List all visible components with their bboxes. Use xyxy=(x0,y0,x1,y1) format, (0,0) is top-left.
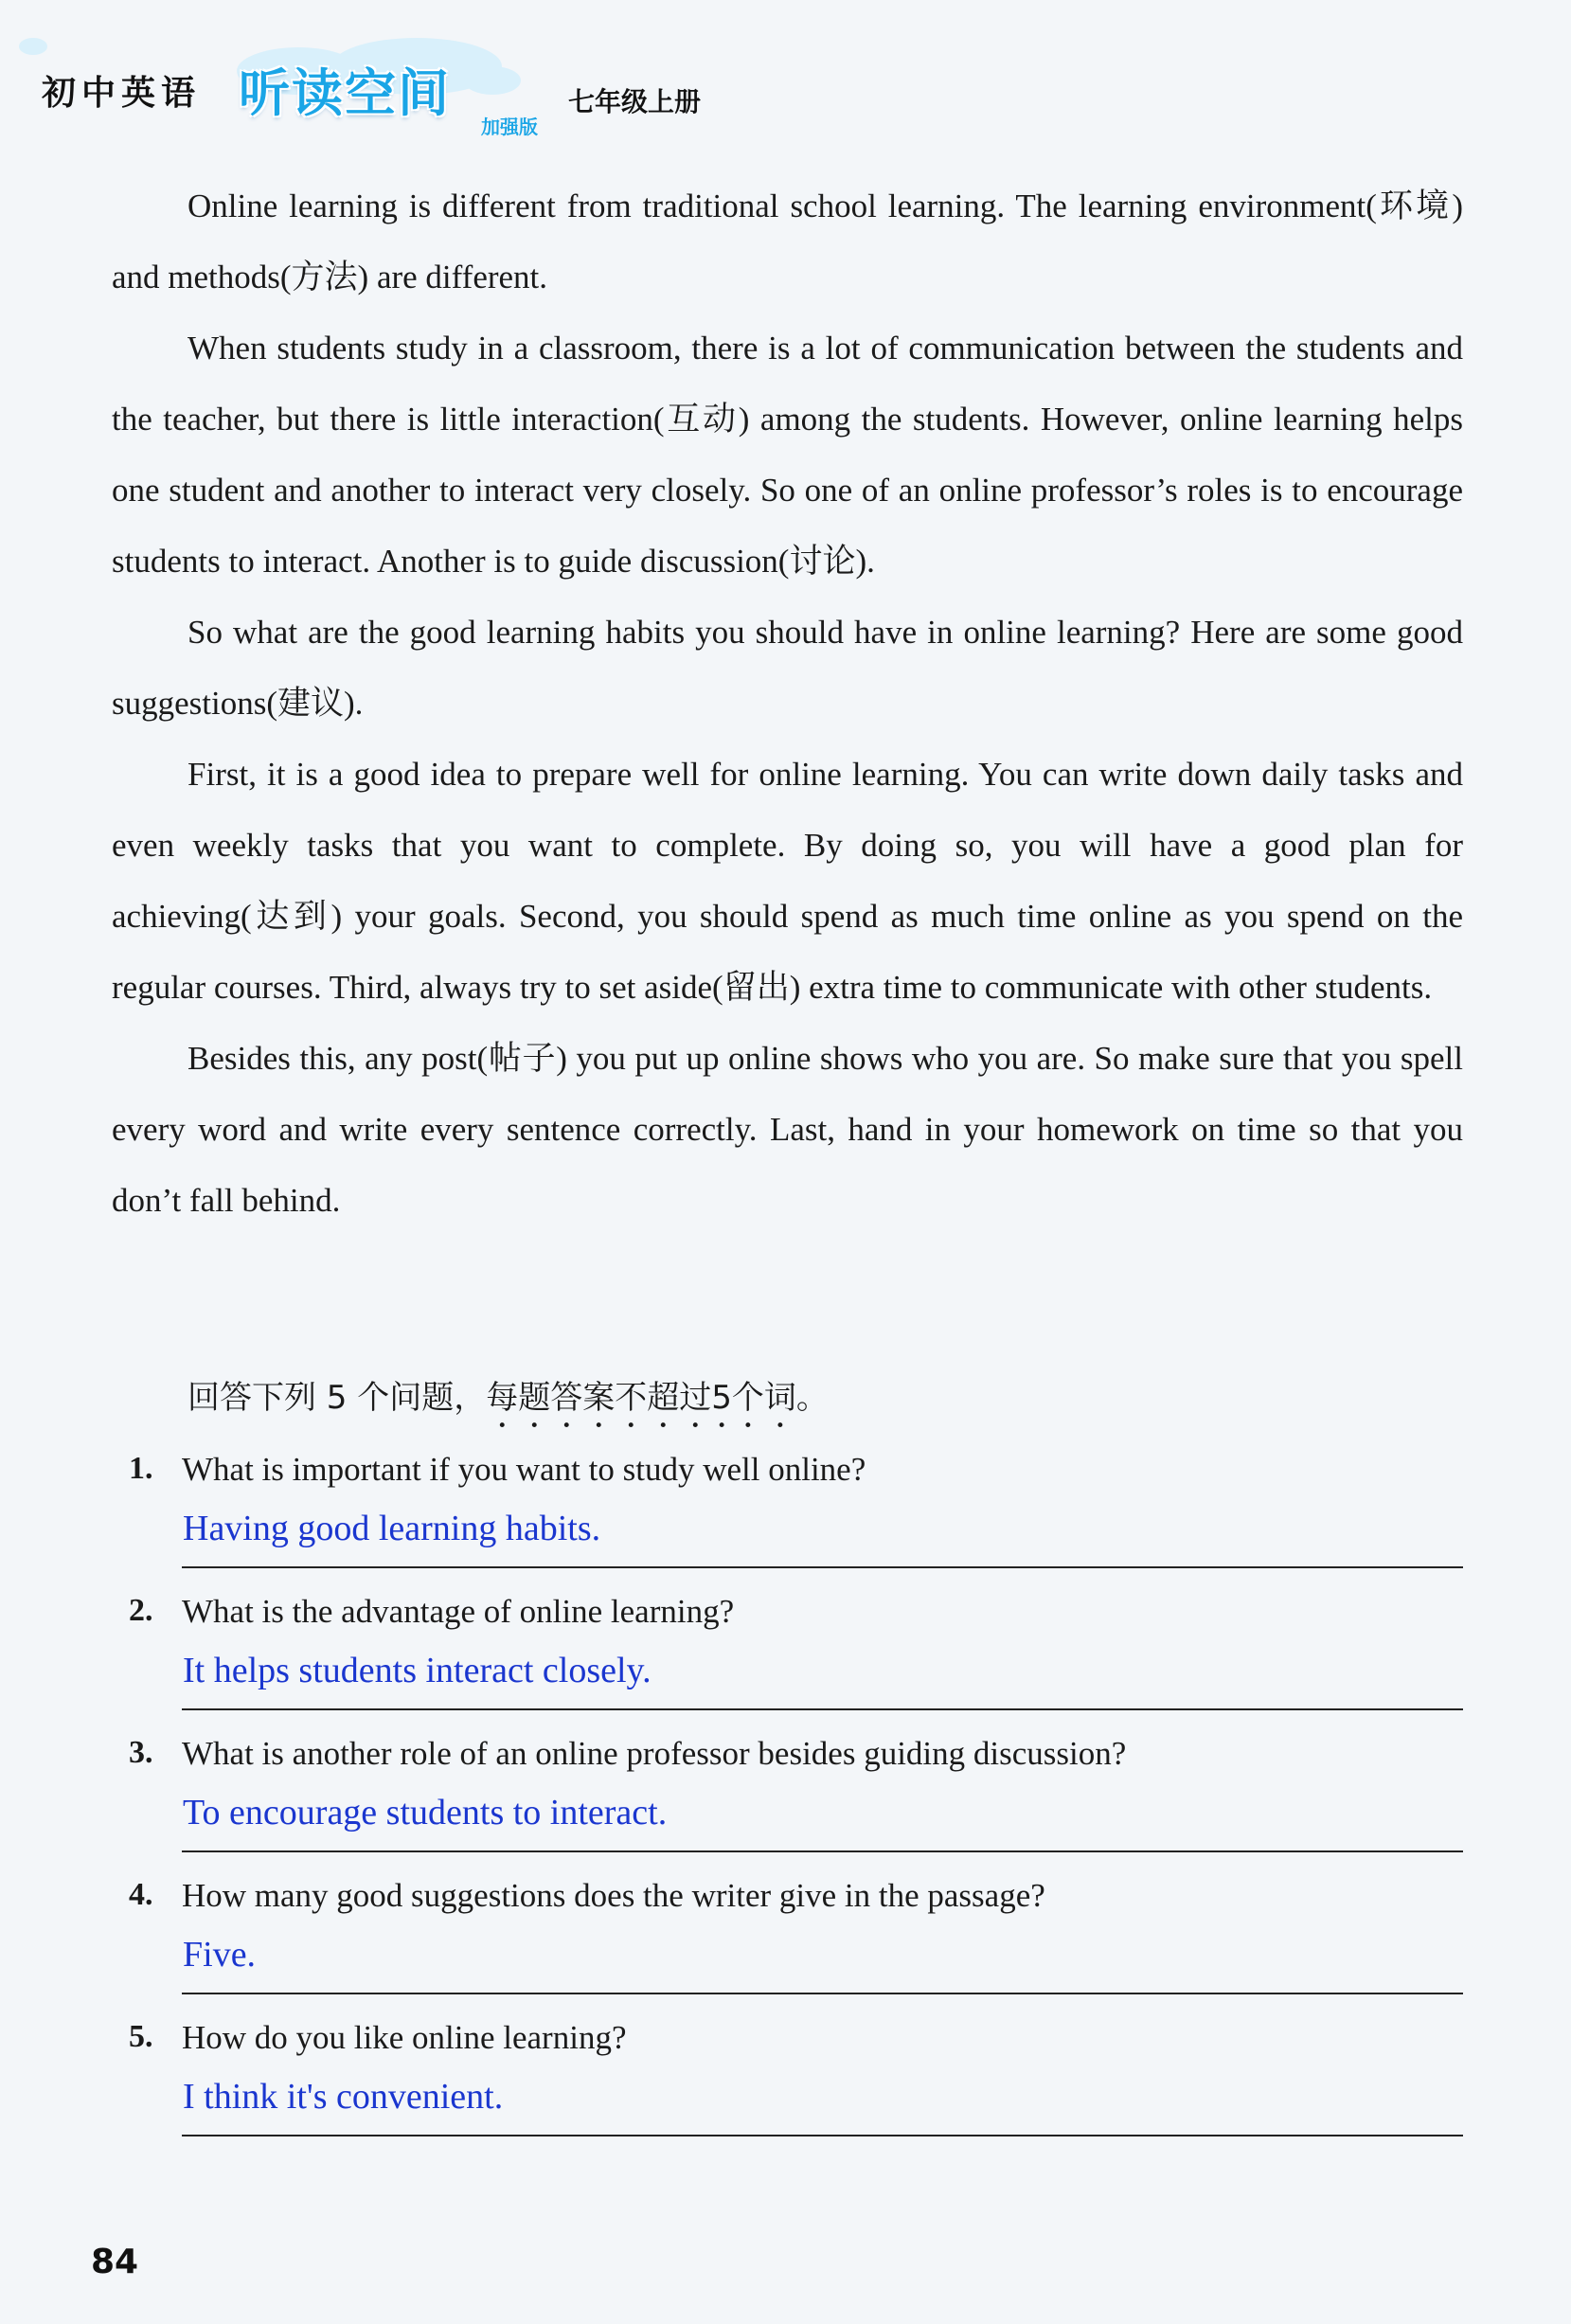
answer-text: Five. xyxy=(183,1935,257,1975)
question-text: What is important if you want to study well online? xyxy=(182,1451,866,1488)
series-title: 初中英语 xyxy=(42,74,202,113)
answer-line xyxy=(182,2135,1463,2136)
question-number: 1. xyxy=(129,1451,153,1486)
answer-text: It helps students interact closely. xyxy=(183,1651,652,1690)
page-number: 84 xyxy=(91,2243,139,2281)
answer-line xyxy=(182,1850,1463,1852)
question-number: 5. xyxy=(129,2019,153,2054)
brand-title: 听读空间 xyxy=(239,63,451,123)
question-item xyxy=(123,1735,1463,1877)
question-text: How do you like online learning? xyxy=(182,2019,627,2056)
question-number: 4. xyxy=(129,1877,153,1912)
answer-text: I think it's convenient. xyxy=(183,2077,504,2117)
passage-paragraph: Online learning is different from traditional school learning. The learning environment(环境) and methods(方法) are different. xyxy=(112,188,1463,295)
cloud-decoration xyxy=(19,38,47,55)
instruction-emphasis: 每题答案不超过5个词 xyxy=(486,1379,796,1417)
question-text: How many good suggestions does the writer give in the passage? xyxy=(182,1877,1045,1914)
question-item xyxy=(123,1593,1463,1735)
passage-paragraph: When students study in a classroom, there is a lot of communication between the students and the teacher, but there is little interaction(互动) among the students. However, online learning helps one student and another to interact very closely. So one of an online professor’s roles is to encourage students to interact. Another is to guide discussion(讨论). xyxy=(112,330,1463,580)
passage-paragraph: So what are the good learning habits you should have in online learning? Here are some good suggestions(建议). xyxy=(112,614,1463,722)
passage-paragraph: Besides this, any post(帖子) you put up online shows who you are. So make sure that you spell every word and write every sentence correctly. Last, hand in your homework on time so that you don’t fall behind. xyxy=(112,1040,1463,1219)
question-number: 2. xyxy=(129,1593,153,1628)
instruction-prefix: 回答下列 5 个问题， xyxy=(187,1379,487,1417)
answer-text: Having good learning habits. xyxy=(183,1509,601,1548)
question-item xyxy=(123,1877,1463,2019)
passage-paragraph: First, it is a good idea to prepare well for online learning. You can write down daily tasks and even weekly tasks that you want to complete. By doing so, you will have a good plan for achieving(达到) your goals. Second, you should spend as much time online as you spend on the regular courses. Third, always try to set aside(留出) extra time to communicate with other students. xyxy=(112,756,1463,1006)
question-text: What is another role of an online professor besides guiding discussion? xyxy=(182,1735,1127,1772)
grade-label: 七年级上册 xyxy=(568,86,702,117)
question-text: What is the advantage of online learning? xyxy=(182,1593,735,1630)
question-item xyxy=(123,1451,1463,1593)
instruction-suffix: 。 xyxy=(795,1379,829,1417)
edition-label: 加强版 xyxy=(481,116,538,138)
answer-text: To encourage students to interact. xyxy=(183,1793,668,1832)
question-item xyxy=(123,2019,1463,2161)
answer-line xyxy=(182,1708,1463,1710)
answer-line xyxy=(182,1566,1463,1568)
reading-passage xyxy=(112,170,1463,1236)
cloud-decoration xyxy=(464,66,521,95)
question-instruction xyxy=(187,1371,829,1436)
answer-line xyxy=(182,1993,1463,1994)
question-list xyxy=(123,1451,1463,2161)
question-number: 3. xyxy=(129,1735,153,1770)
